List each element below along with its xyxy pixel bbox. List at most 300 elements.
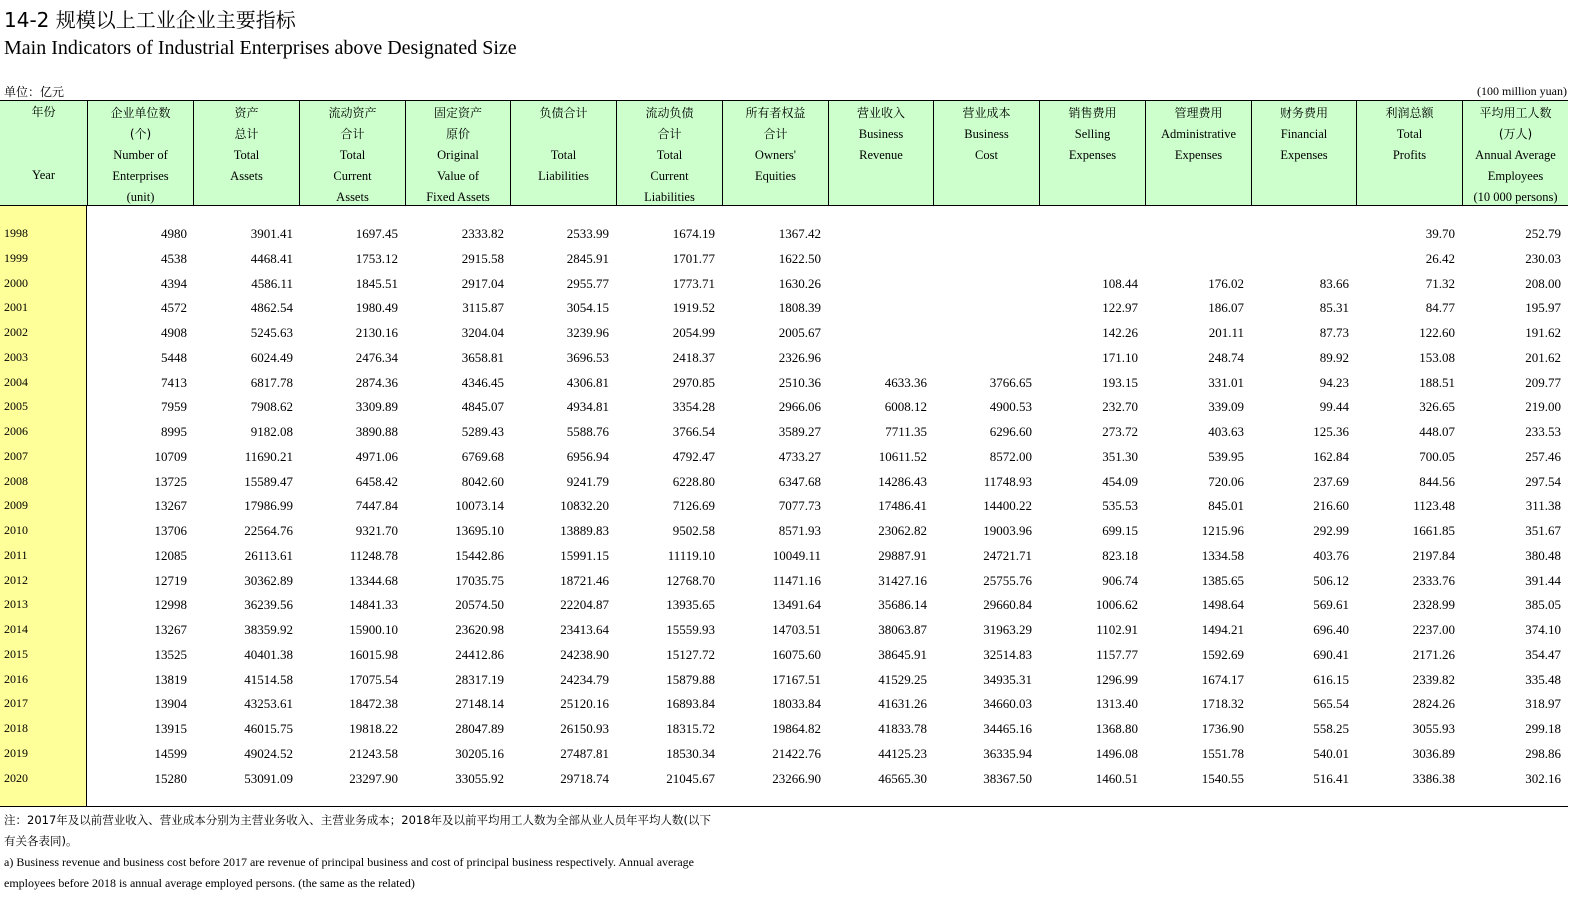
table-row (0, 721, 1568, 746)
table-cell: 539.95 (1208, 448, 1244, 464)
table-cell: 15442.86 (455, 547, 504, 563)
table-row (0, 647, 1568, 672)
table-cell: 44125.23 (878, 745, 927, 761)
table-cell: 3658.81 (461, 349, 504, 365)
column-header-line: Administrative (1161, 127, 1236, 141)
table-cell: 21243.58 (349, 745, 398, 761)
column-header-line: Business (858, 127, 904, 141)
table-cell: 35686.14 (878, 597, 927, 613)
table-cell: 23413.64 (560, 622, 609, 637)
page-title-en: Main Indicators of Industrial Enterprises above Designated Size (4, 37, 517, 59)
table-cell: 18315.72 (666, 721, 715, 736)
table-cell: 1006.62 (1095, 597, 1138, 613)
table-cell: 12998 (154, 597, 187, 613)
table-cell: 1697.45 (355, 226, 398, 241)
table-row (0, 548, 1568, 573)
year-cell: 2000 (4, 275, 28, 290)
column-header-2 (193, 101, 299, 205)
table-cell: 2326.96 (778, 349, 821, 365)
table-cell: 38359.92 (244, 622, 293, 637)
table-cell: 535.53 (1102, 498, 1138, 514)
table-cell: 16015.98 (349, 646, 398, 662)
table-cell: 2874.36 (355, 374, 398, 390)
table-cell: 17486.41 (878, 498, 927, 514)
table-cell: 823.18 (1102, 547, 1138, 563)
table-row (0, 771, 1568, 796)
column-header-13 (1356, 101, 1462, 205)
table-cell: 201.62 (1525, 349, 1561, 365)
table-cell: 13889.83 (560, 523, 609, 538)
table-cell: 84.77 (1425, 300, 1455, 316)
column-header-line: Equities (755, 169, 796, 183)
table-cell: 233.53 (1525, 424, 1561, 439)
table-cell: 8571.93 (778, 523, 821, 538)
column-header-line: Liabilities (644, 190, 695, 204)
table-cell: 6817.78 (250, 374, 293, 390)
table-cell: 25755.76 (983, 572, 1032, 588)
table-cell: 4306.81 (566, 374, 609, 390)
table-cell: 374.10 (1525, 622, 1561, 637)
table-cell: 43253.61 (244, 696, 293, 712)
table-cell: 39.70 (1425, 226, 1455, 241)
table-cell: 176.02 (1208, 275, 1244, 291)
table-cell: 6347.68 (778, 473, 821, 489)
column-header-1 (87, 101, 193, 205)
column-header-line: 原价 (445, 127, 470, 141)
table-cell: 1367.42 (778, 226, 821, 241)
table-cell: 1919.52 (672, 300, 715, 316)
table-cell: 6458.42 (355, 473, 398, 489)
table-cell: 13491.64 (772, 597, 821, 613)
table-row (0, 523, 1568, 548)
table-cell: 318.97 (1525, 696, 1561, 712)
table-cell: 616.15 (1313, 671, 1349, 687)
table-cell: 6769.68 (461, 448, 504, 464)
table-cell: 142.26 (1102, 325, 1138, 340)
table-cell: 380.48 (1525, 547, 1561, 563)
year-cell: 2008 (4, 473, 28, 488)
year-cell: 2009 (4, 498, 28, 513)
table-cell: 844.56 (1419, 473, 1455, 489)
table-cell: 252.79 (1525, 226, 1561, 241)
year-cell: 2015 (4, 646, 28, 661)
table-cell: 14599 (154, 745, 187, 761)
table-cell: 34660.03 (983, 696, 1032, 712)
table-cell: 26.42 (1425, 250, 1455, 266)
table-cell: 516.41 (1313, 770, 1349, 786)
column-header-line: 合计 (340, 127, 365, 141)
column-header-line: Total (233, 148, 260, 162)
column-header-line: (个) (129, 127, 152, 141)
table-cell: 2197.84 (1412, 547, 1455, 563)
table-cell: 1498.64 (1201, 597, 1244, 613)
table-cell: 1102.91 (1096, 622, 1138, 637)
year-cell: 2013 (4, 597, 28, 612)
column-header-line: Expenses (1280, 148, 1328, 162)
column-header-line: 利润总额 (1385, 106, 1434, 120)
table-cell: 13267 (154, 498, 187, 514)
column-header-7 (722, 101, 828, 205)
table-cell: 4862.54 (250, 300, 293, 316)
table-cell: 13935.65 (666, 597, 715, 613)
table-row (0, 350, 1568, 375)
table-cell: 16893.84 (666, 696, 715, 712)
table-cell: 125.36 (1313, 424, 1349, 439)
table-cell: 232.70 (1102, 399, 1138, 415)
column-header-line: 管理费用 (1174, 106, 1223, 120)
table-cell: 219.00 (1525, 399, 1561, 415)
table-cell: 699.15 (1102, 523, 1138, 538)
table-cell: 1496.08 (1095, 745, 1138, 761)
table-cell: 34935.31 (983, 671, 1032, 687)
table-cell: 3036.89 (1412, 745, 1455, 761)
table-cell: 11119.10 (667, 547, 715, 563)
table-cell: 845.01 (1208, 498, 1244, 514)
column-header-line: (10 000 persons) (1473, 190, 1558, 204)
table-cell: 13706 (154, 523, 187, 538)
table-cell: 351.67 (1525, 523, 1561, 538)
table-cell: 2054.99 (672, 325, 715, 340)
table-cell: 391.44 (1525, 572, 1561, 588)
column-header-line: 营业成本 (962, 106, 1011, 120)
table-cell: 690.41 (1313, 646, 1349, 662)
column-header-line: 所有者权益 (745, 106, 806, 120)
column-header-line: Total (1396, 127, 1423, 141)
column-header-line: Assets (230, 169, 263, 183)
year-cell: 1998 (4, 226, 28, 240)
table-cell: 3204.04 (461, 325, 504, 340)
column-header-line: 合计 (657, 127, 682, 141)
table-cell: 12768.70 (666, 572, 715, 588)
column-header-line: Original (437, 148, 479, 162)
table-cell: 3054.15 (566, 300, 609, 316)
table-cell: 7077.73 (778, 498, 821, 514)
table-cell: 1157.77 (1096, 646, 1138, 662)
table-cell: 23620.98 (455, 622, 504, 637)
table-cell: 216.60 (1313, 498, 1349, 514)
table-cell: 257.46 (1525, 448, 1561, 464)
table-cell: 27148.14 (455, 696, 504, 712)
table-cell: 1630.26 (778, 275, 821, 291)
column-header-line: Cost (975, 148, 998, 162)
column-header-10 (1039, 101, 1145, 205)
table-cell: 292.99 (1313, 523, 1349, 538)
column-header-line: Value of (437, 169, 479, 183)
table-row (0, 672, 1568, 697)
table-cell: 201.11 (1208, 325, 1244, 340)
table-cell: 12085 (154, 547, 187, 563)
column-header-line: Current (333, 169, 372, 183)
table-cell: 16075.60 (772, 646, 821, 662)
table-cell: 15900.10 (349, 622, 398, 637)
table-cell: 3309.89 (355, 399, 398, 415)
table-cell: 2005.67 (778, 325, 821, 340)
table-cell: 2845.91 (566, 250, 609, 266)
column-header-line: Fixed Assets (426, 190, 490, 204)
table-cell: 33055.92 (455, 770, 504, 786)
column-header-line: Profits (1392, 148, 1427, 162)
table-row (0, 746, 1568, 771)
table-cell: 906.74 (1102, 572, 1138, 588)
table-cell: 1674.17 (1201, 671, 1244, 687)
table-cell: 53091.09 (244, 770, 293, 786)
table-row (0, 474, 1568, 499)
column-header-line: Assets (336, 190, 369, 204)
table-cell: 10709 (154, 448, 187, 464)
column-header-14 (1462, 101, 1568, 205)
table-cell: 2237.00 (1412, 622, 1455, 637)
table-cell: 11690.21 (244, 448, 293, 464)
year-cell: 2014 (4, 622, 28, 636)
table-cell: 1123.48 (1413, 498, 1455, 514)
table-cell: 506.12 (1313, 572, 1349, 588)
table-cell: 4468.41 (250, 250, 293, 266)
table-cell: 14841.33 (349, 597, 398, 613)
table-cell: 331.01 (1208, 374, 1244, 390)
table-cell: 299.18 (1525, 721, 1561, 736)
table-cell: 4572 (161, 300, 187, 316)
table-cell: 3115.87 (462, 300, 504, 316)
table-cell: 403.76 (1313, 547, 1349, 563)
table-cell: 7711.35 (885, 424, 927, 439)
table-cell: 3901.41 (250, 226, 293, 241)
table-cell: 6008.12 (884, 399, 927, 415)
table-cell: 15280 (154, 770, 187, 786)
table-cell: 3239.96 (566, 325, 609, 340)
table-cell: 41514.58 (244, 671, 293, 687)
table-cell: 1551.78 (1201, 745, 1244, 761)
note-en-line-2: employees before 2018 is annual average employed persons. (the same as the related) (4, 876, 415, 890)
column-header-line: 财务费用 (1279, 106, 1328, 120)
table-cell: 29887.91 (878, 547, 927, 563)
table-cell: 4538 (161, 250, 187, 266)
table-cell: 13904 (154, 696, 187, 712)
column-header-line: Employees (1487, 169, 1544, 183)
column-header-11 (1145, 101, 1251, 205)
table-cell: 335.48 (1525, 671, 1561, 687)
column-header-line: Total (656, 148, 683, 162)
table-cell: 1808.39 (778, 300, 821, 316)
column-header-line: 资产 (234, 106, 259, 120)
column-header-line: 销售费用 (1068, 106, 1117, 120)
table-cell: 6956.94 (566, 448, 609, 464)
table-cell: 6228.80 (672, 473, 715, 489)
table-cell: 298.86 (1525, 745, 1561, 761)
table-cell: 24412.86 (455, 646, 504, 662)
year-cell: 2017 (4, 696, 28, 711)
table-cell: 1334.58 (1201, 547, 1244, 563)
table-cell: 273.72 (1102, 424, 1138, 439)
table-cell: 1385.65 (1201, 572, 1244, 588)
table-cell: 17167.51 (772, 671, 821, 687)
table-cell: 99.44 (1319, 399, 1349, 415)
table-cell: 1753.12 (355, 250, 398, 266)
table-row (0, 226, 1568, 251)
table-cell: 7447.84 (355, 498, 398, 514)
column-header-8 (828, 101, 933, 205)
table-cell: 385.05 (1525, 597, 1561, 613)
table-cell: 38063.87 (878, 622, 927, 637)
table-cell: 5245.63 (250, 325, 293, 340)
table-cell: 1494.21 (1201, 622, 1244, 637)
table-cell: 13819 (154, 671, 187, 687)
table-cell: 696.40 (1313, 622, 1349, 637)
table-cell: 5588.76 (566, 424, 609, 439)
table-cell: 26113.61 (244, 547, 293, 563)
column-header-line: 负债合计 (539, 106, 588, 120)
note-cn-line-1: 注：2017年及以前营业收入、营业成本分别为主营业务收入、主营业务成本；2018年及以前平均用工人数为全部从业人员年平均人数(以下 (4, 813, 712, 827)
table-cell: 18033.84 (772, 696, 821, 712)
column-header-line: Expenses (1068, 148, 1117, 162)
table-cell: 237.69 (1313, 473, 1349, 489)
table-cell: 2955.77 (566, 275, 609, 291)
year-cell: 1999 (4, 250, 28, 265)
table-cell: 9182.08 (250, 424, 293, 439)
table-cell: 71.32 (1425, 275, 1455, 291)
table-cell: 188.51 (1419, 374, 1455, 390)
table-cell: 10611.52 (878, 448, 927, 464)
table-cell: 1313.40 (1095, 696, 1138, 712)
table-cell: 18721.46 (560, 572, 609, 588)
year-cell: 2018 (4, 721, 28, 735)
table-cell: 18530.34 (666, 745, 715, 761)
table-cell: 89.92 (1319, 349, 1349, 365)
table-cell: 1980.49 (355, 300, 398, 316)
table-cell: 11471.16 (772, 572, 821, 588)
table-cell: 326.65 (1419, 399, 1455, 415)
table-cell: 7908.62 (250, 399, 293, 415)
table-cell: 4586.11 (251, 275, 293, 291)
table-cell: 193.15 (1102, 374, 1138, 390)
column-header-line: Current (650, 169, 689, 183)
table-cell: 22564.76 (244, 523, 293, 538)
table-row (0, 276, 1568, 301)
unit-label-cn: 单位：亿元 (4, 85, 65, 99)
table-cell: 2510.36 (778, 374, 821, 390)
column-header-line: Business (964, 127, 1009, 141)
table-cell: 2533.99 (566, 226, 609, 241)
table-cell: 23297.90 (349, 770, 398, 786)
year-cell: 2005 (4, 399, 28, 414)
table-cell: 15589.47 (244, 473, 293, 489)
column-header-line: Annual Average (1475, 148, 1556, 162)
table-cell: 17986.99 (244, 498, 293, 514)
table-cell: 351.30 (1102, 448, 1138, 464)
table-cell: 32514.83 (983, 646, 1032, 662)
column-header-line: (unit) (126, 190, 155, 204)
table-cell: 27487.81 (560, 745, 609, 761)
table-cell: 15127.72 (666, 646, 715, 662)
column-header-line: Total (339, 148, 366, 162)
table-cell: 700.05 (1419, 448, 1455, 464)
table-cell: 24234.79 (560, 671, 609, 687)
table-cell: 13915 (154, 721, 187, 736)
column-header-line: 营业收入 (856, 106, 905, 120)
column-header-line: Number of (113, 148, 168, 162)
column-header-line: Enterprises (112, 169, 169, 183)
table-cell: 7959 (161, 399, 187, 415)
table-row (0, 696, 1568, 721)
column-header-line: 流动负债 (645, 106, 694, 120)
table-cell: 14703.51 (772, 622, 821, 637)
table-cell: 4633.36 (884, 374, 927, 390)
table-cell: 14400.22 (983, 498, 1032, 514)
table-cell: 15991.15 (560, 547, 609, 563)
table-cell: 162.84 (1313, 448, 1349, 464)
table-cell: 565.54 (1313, 696, 1349, 712)
table-cell: 3354.28 (672, 399, 715, 415)
table-cell: 191.62 (1525, 325, 1561, 340)
table-cell: 19003.96 (983, 523, 1032, 538)
table-cell: 19818.22 (349, 721, 398, 736)
year-cell: 2010 (4, 523, 28, 537)
table-cell: 2339.82 (1412, 671, 1455, 687)
column-header-4 (405, 101, 510, 205)
table-cell: 4908 (161, 325, 187, 340)
year-cell: 2012 (4, 572, 28, 587)
table-bottom-rule (0, 806, 1568, 807)
table-cell: 8572.00 (989, 448, 1032, 464)
table-cell: 13695.10 (455, 523, 504, 538)
column-header-line: 总计 (234, 127, 259, 141)
table-cell: 195.97 (1525, 300, 1561, 316)
table-cell: 3766.54 (672, 424, 715, 439)
table-cell: 28317.19 (455, 671, 504, 687)
year-cell: 2016 (4, 671, 28, 686)
table-cell: 36335.94 (983, 745, 1032, 761)
table-cell: 36239.56 (244, 597, 293, 613)
table-cell: 34465.16 (983, 721, 1032, 736)
table-cell: 20574.50 (455, 597, 504, 613)
table-cell: 454.09 (1102, 473, 1138, 489)
table-cell: 3766.65 (989, 374, 1032, 390)
column-header-5 (510, 101, 616, 205)
table-row (0, 573, 1568, 598)
column-header-line: Revenue (859, 148, 903, 162)
table-cell: 19864.82 (772, 721, 821, 736)
table-cell: 23266.90 (772, 770, 821, 786)
table-cell: 9502.58 (672, 523, 715, 538)
table-cell: 209.77 (1525, 374, 1561, 390)
year-cell: 2007 (4, 448, 28, 463)
table-cell: 8042.60 (461, 473, 504, 489)
table-cell: 171.10 (1102, 349, 1138, 365)
table-cell: 15879.88 (666, 671, 715, 687)
column-header-line: Total (550, 148, 577, 162)
table-cell: 10832.20 (560, 498, 609, 514)
note-cn-line-2: 有关各表同)。 (4, 834, 78, 848)
table-cell: 302.16 (1525, 770, 1561, 786)
table-cell: 1592.69 (1201, 646, 1244, 662)
table-cell: 21422.76 (772, 745, 821, 761)
column-header-line: Selling (1074, 127, 1111, 141)
table-cell: 3386.38 (1412, 770, 1455, 786)
table-cell: 4394 (161, 275, 187, 291)
table-cell: 12719 (154, 572, 187, 588)
table-cell: 2966.06 (778, 399, 821, 415)
table-cell: 448.07 (1419, 424, 1455, 439)
table-cell: 2333.76 (1412, 572, 1455, 588)
table-cell: 40401.38 (244, 646, 293, 662)
table-cell: 29718.74 (560, 770, 609, 786)
table-cell: 4733.27 (778, 448, 821, 464)
table-cell: 11748.93 (983, 473, 1032, 489)
year-cell: 2006 (4, 424, 28, 438)
table-cell: 1845.51 (355, 275, 398, 291)
table-cell: 1296.99 (1095, 671, 1138, 687)
table-cell: 2476.34 (355, 349, 398, 365)
table-cell: 4845.07 (461, 399, 504, 415)
